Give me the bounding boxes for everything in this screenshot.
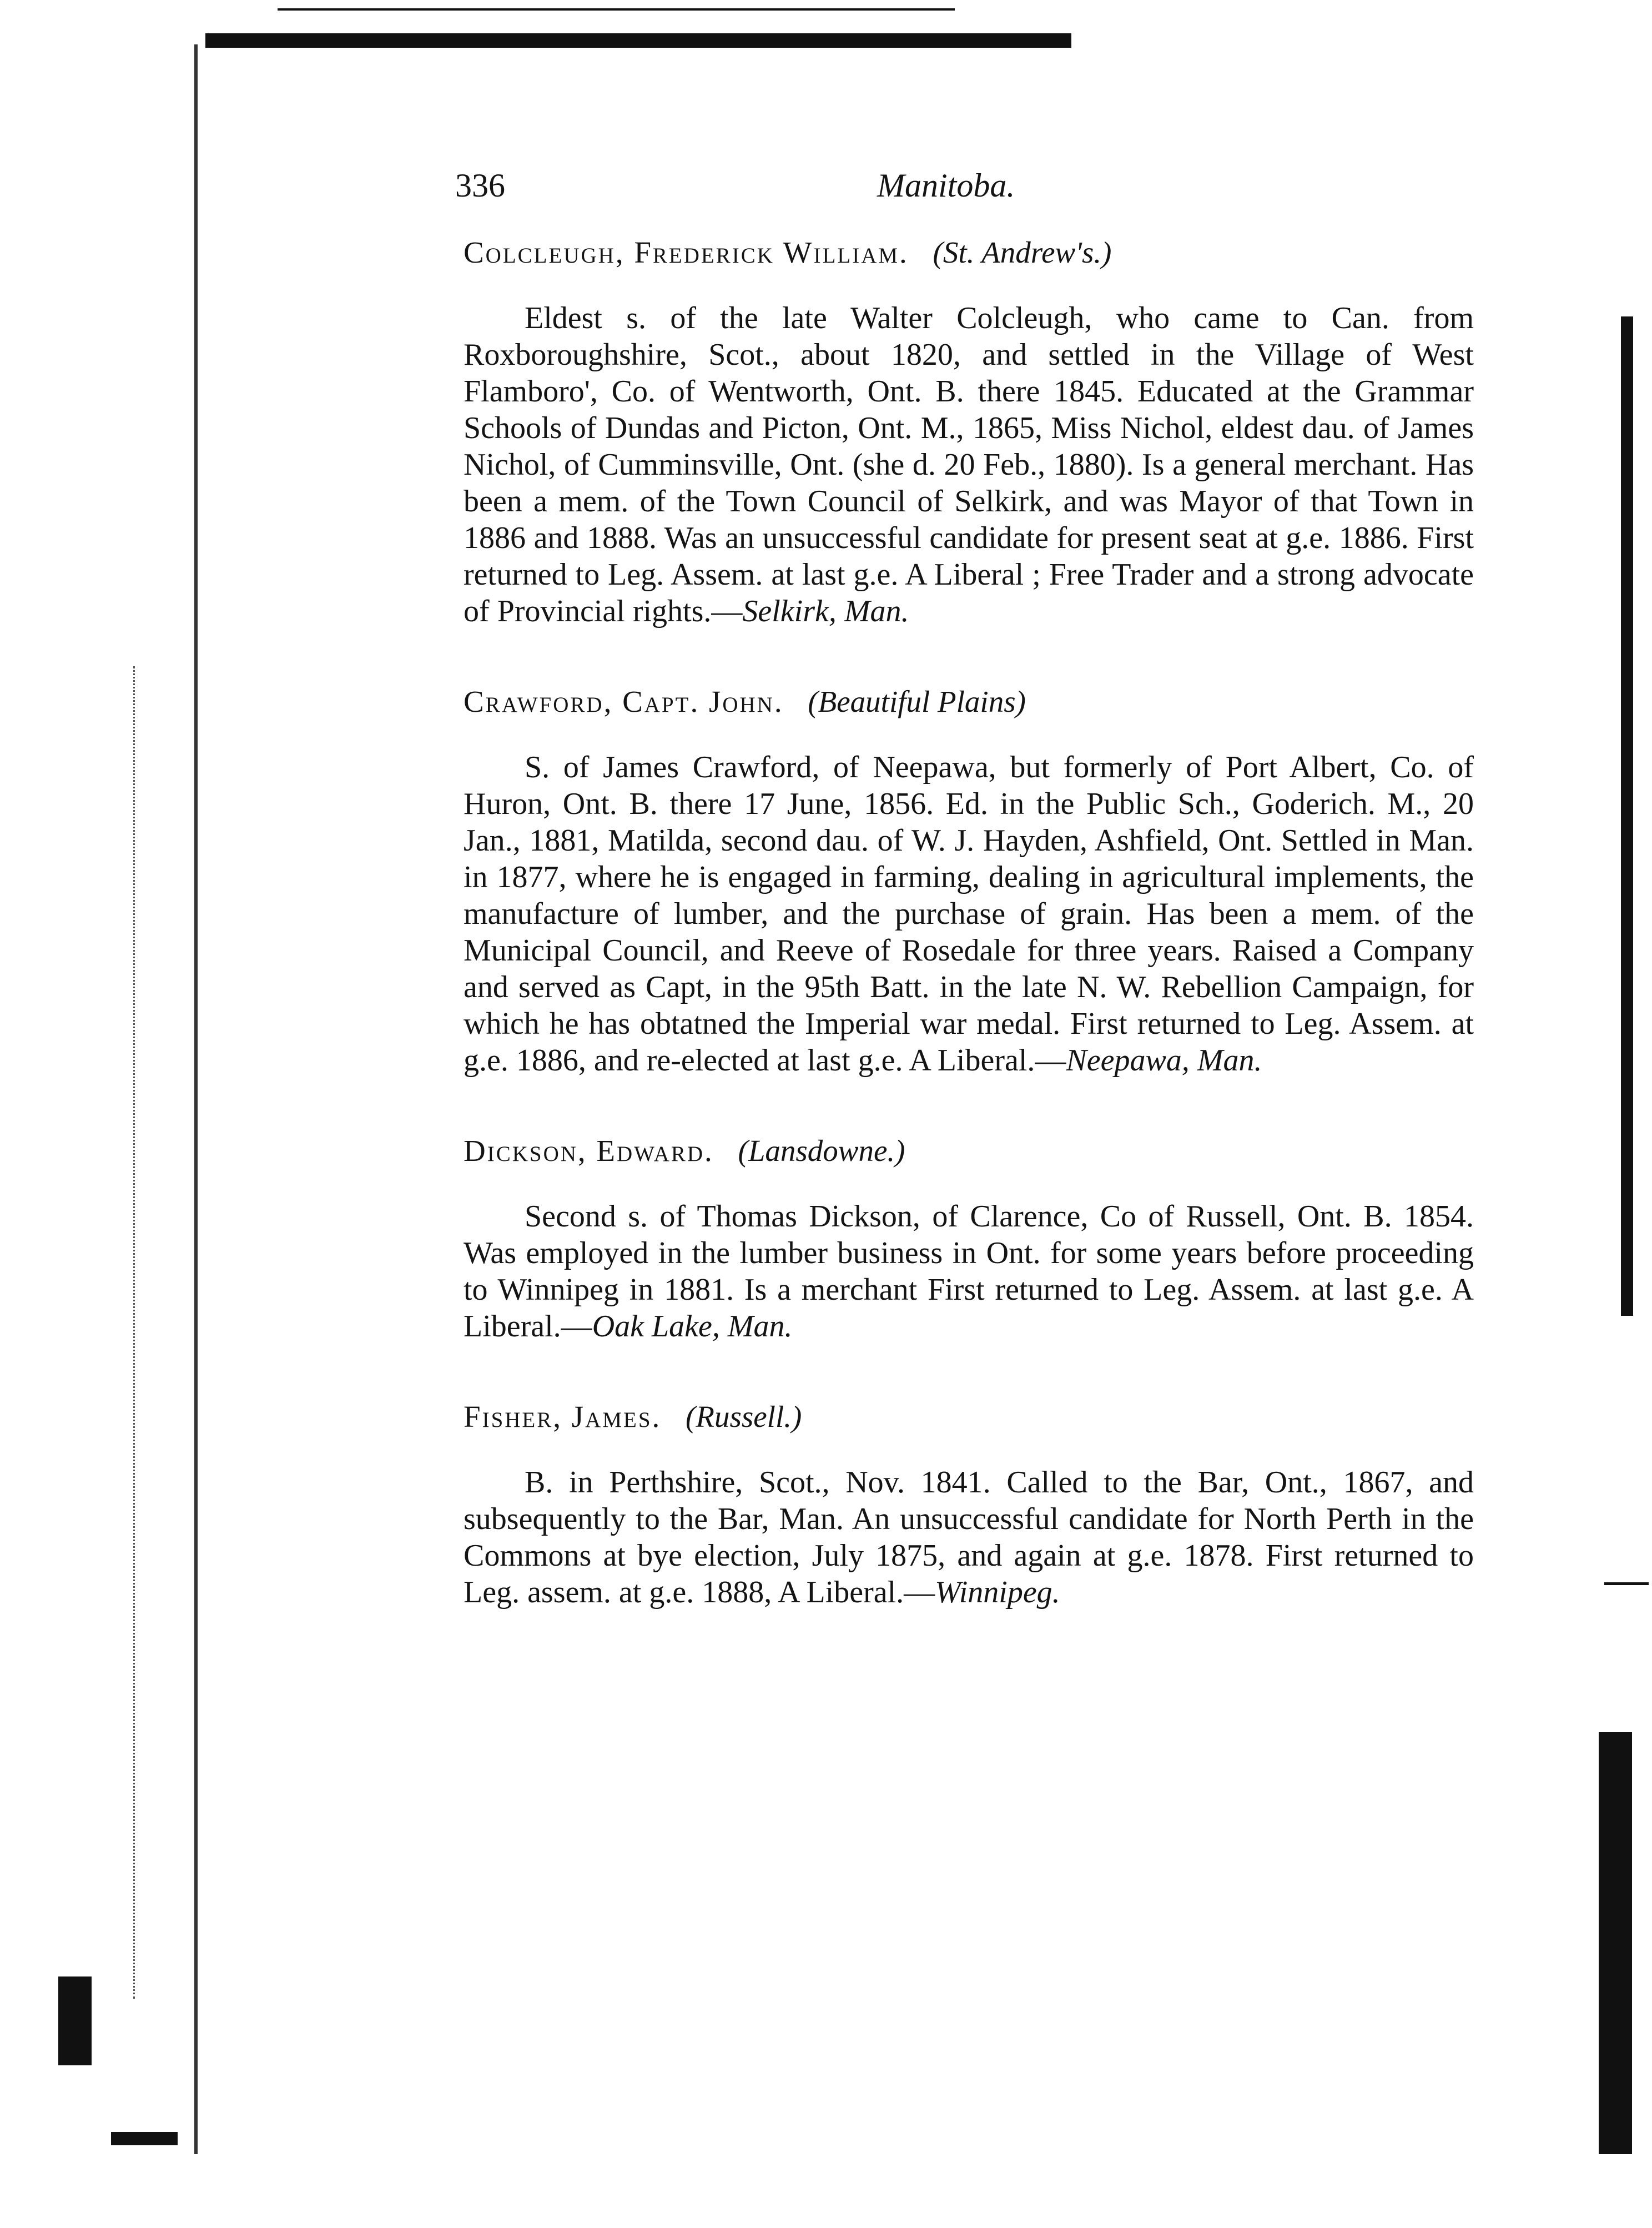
- biography-entries: [464, 233, 1474, 1663]
- constituency: (Lansdowne.): [738, 1134, 905, 1168]
- entry-fisher: [464, 1397, 1474, 1611]
- scan-right-dash: [1604, 1582, 1649, 1585]
- entry-address: Neepawa, Man.: [1066, 1043, 1262, 1078]
- entry-text: Second s. of Thomas Dickson, of Clarence, Co of Russell, Ont. B. 1854. Was employed in the lumber business in Ont. for some years before proceeding to Winnipeg in 1881. Is a merchant First returned to Leg. Assem. at last g.e. A Liberal.—: [464, 1199, 1474, 1344]
- scan-left-bar: [111, 2132, 178, 2145]
- scan-right-bar-upper: [1621, 316, 1633, 1316]
- entry-heading: [464, 682, 1474, 721]
- constituency: (Russell.): [686, 1400, 802, 1434]
- scan-top-rule: [205, 33, 1071, 48]
- entry-dickson: [464, 1131, 1474, 1345]
- entry-body: [464, 749, 1474, 1079]
- running-title: Manitoba.: [877, 167, 1015, 204]
- scan-top-thin-rule: [278, 8, 955, 11]
- entry-colcleugh: [464, 233, 1474, 630]
- member-name: Dickson, Edward.: [464, 1134, 714, 1168]
- member-name: Fisher, James.: [464, 1400, 662, 1434]
- scan-left-edge-line: [194, 44, 198, 2154]
- entry-heading: [464, 1131, 1474, 1170]
- entry-address: Oak Lake, Man.: [592, 1309, 793, 1344]
- page-number: 336: [455, 167, 505, 204]
- entry-crawford: [464, 682, 1474, 1079]
- page-header: [455, 167, 1454, 211]
- entry-body: [464, 300, 1474, 630]
- entry-heading: [464, 233, 1474, 272]
- member-name: Colcleugh, Frederick William.: [464, 235, 909, 269]
- entry-body: [464, 1198, 1474, 1345]
- entry-heading: [464, 1397, 1474, 1436]
- entry-address: Selkirk, Man.: [742, 594, 909, 628]
- constituency: (St. Andrew's.): [933, 235, 1112, 269]
- scan-left-block: [58, 1976, 92, 2065]
- constituency: (Beautiful Plains): [808, 685, 1026, 718]
- entry-text: Eldest s. of the late Walter Colcleugh, who came to Can. from Roxboroughshire, Scot., about 1820, and settled in the Village of West Flamboro', Co. of Wentworth, Ont. B. there 1845. Educated at the Grammar Schools of Dundas and Picton, Ont. M., 1865, Miss Nichol, eldest dau. of James Nichol, of Cumminsville, Ont. (she d. 20 Feb., 1880). Is a general merchant. Has been a mem. of the Town Council of Selkirk, and was Mayor of that Town in 1886 and 1888. Was an unsuccessful candidate for present seat at g.e. 1886. First returned to Leg. Assem. at last g.e. A Liberal ; Free Trader and a strong advocate of Provincial rights.—: [464, 301, 1474, 628]
- scan-left-dotted-edge: [133, 666, 135, 1999]
- entry-text: S. of James Crawford, of Neepawa, but formerly of Port Albert, Co. of Huron, Ont. B. there 17 June, 1856. Ed. in the Public Sch., Goderich. M., 20 Jan., 1881, Matilda, second dau. of W. J. Hayden, Ashfield, Ont. Settled in Man. in 1877, where he is engaged in farming, dealing in agricultural implements, the manufacture of lumber, and the purchase of grain. Has been a mem. of the Municipal Council, and Reeve of Rosedale for three years. Raised a Company and served as Capt, in the 95th Batt. in the late N. W. Rebellion Campaign, for which he has obtatned the Imperial war medal. First returned to Leg. Assem. at g.e. 1886, and re-elected at last g.e. A Liberal.—: [464, 750, 1474, 1078]
- scan-right-bar-lower: [1599, 1732, 1632, 2154]
- member-name: Crawford, Capt. John.: [464, 685, 784, 718]
- entry-text: B. in Perthshire, Scot., Nov. 1841. Called to the Bar, Ont., 1867, and subsequently to the Bar, Man. An unsuccessful candidate for North Perth in the Commons at bye election, July 1875, and again at g.e. 1878. First returned to Leg. assem. at g.e. 1888, A Liberal.—: [464, 1465, 1474, 1610]
- entry-body: [464, 1464, 1474, 1611]
- entry-address: Winnipeg.: [935, 1575, 1060, 1610]
